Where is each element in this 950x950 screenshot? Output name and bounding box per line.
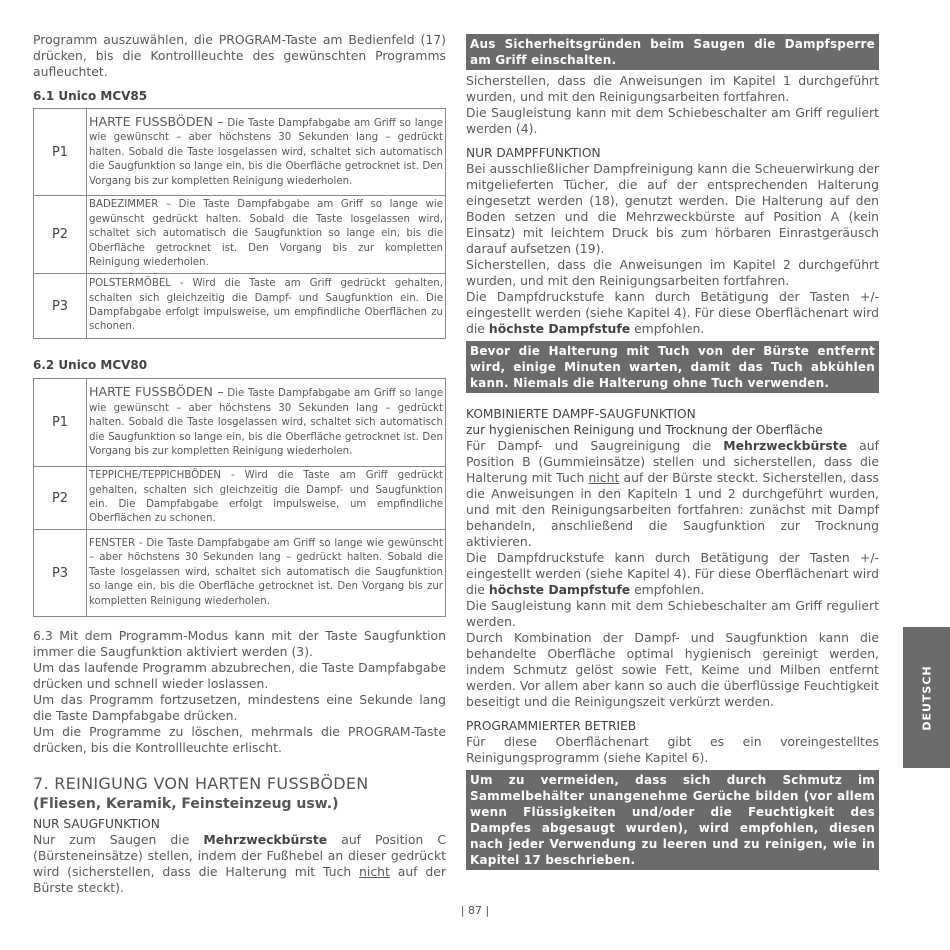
kombinierte-funktion-subtitle: zur hygienischen Reinigung und Trocknung der Oberfläche	[466, 423, 823, 437]
program-table-mcv80	[33, 378, 446, 617]
continue-program-paragraph: Um das Programm fortzusetzen, mindestens eine Sekunde lang die Taste Dampfabgabe drücken.	[33, 692, 446, 723]
section-6-1-title: 6.1 Unico MCV85	[33, 89, 148, 103]
table-row	[34, 530, 446, 617]
table-row	[34, 274, 446, 339]
chapter-7-subtitle: (Fliesen, Keramik, Feinsteinzeug usw.)	[33, 796, 339, 812]
maintenance-note-box: Um zu vermeiden, dass sich durch Schmutz im Sammelbehälter unangenehme Gerüche bilden (vor allem wenn Flüssigkeiten und/oder die Feuchtigkeit des Dampfes abgesaugt wurden), wird empfohlen, diesen nach jeder Verwendung zu leeren und zu reinigen, wie in Kapitel 17 beschrieben.	[466, 770, 879, 870]
program-description: FENSTER - Die Taste Dampfabgabe am Griff so lange wie gewünscht – aber höchstens 30 Sekunden lang – gedrückt halten. Sobald die Taste losgelassen wird, schaltet sich automatisch die Saugfunktion so lange ein, bis die Oberfläche getrocknet ist. Den Vorgang bis zur kompletten Reinigung wiederholen.	[87, 530, 446, 617]
section-6-2-title: 6.2 Unico MCV80	[33, 358, 148, 372]
nur-saugfunktion-paragraph: Nur zum Saugen die Mehrzweckbürste auf Position C (Bürsteneinsätze) stellen, indem der Fußhebel an dieser gedrückt wird (sicherstellen, dass die Halterung mit Tuch nicht auf der Bürste steckt).	[33, 832, 446, 895]
paragraph: Die Saugleistung kann mit dem Schiebeschalter am Griff reguliert werden (4).	[466, 105, 879, 136]
table-row	[34, 379, 446, 467]
program-code: P1	[34, 379, 87, 467]
table-row	[34, 109, 446, 196]
page-number: | 87 |	[460, 904, 490, 917]
paragraph: Für diese Oberflächenart gibt es ein voreingestelltes Reinigungsprogramm (siehe Kapitel 6).	[466, 734, 879, 765]
program-description: BADEZIMMER – Die Taste Dampfabgabe am Griff so lange wie gewünscht gedrückt halten. Sobald die Taste losgelassen wird, schaltet sich automatisch die Saugfunktion so lange ein, bis die Oberfläche getrocknet ist. Den Vorgang bis zur kompletten Reinigung wiederholen.	[87, 196, 446, 274]
program-description: POLSTERMÖBEL - Wird die Taste am Griff gedrückt gehalten, schalten sich gleichzeitig die Dampf- und Saugfunktion ein. Die Dampfabgabe erfolgt impulsweise, um empfindliche Oberflächen zu schonen.	[87, 274, 446, 339]
kombinierte-funktion-title: KOMBINIERTE DAMPF-SAUGFUNKTION	[466, 407, 696, 421]
paragraph: Die Dampfdruckstufe kann durch Betätigung der Tasten +/- eingestellt werden (siehe Kapitel 4). Für diese Oberflächenart wird die höchste Dampfstufe empfohlen.	[466, 289, 879, 336]
paragraph: Die Saugleistung kann mit dem Schiebeschalter am Griff reguliert werden.	[466, 598, 879, 629]
program-table-mcv85	[33, 108, 446, 339]
paragraph: Sicherstellen, dass die Anweisungen im Kapitel 2 durchgeführt wurden, und mit den Reinigungsarbeiten fortfahren.	[466, 257, 879, 288]
table-row	[34, 196, 446, 274]
program-code: P3	[34, 530, 87, 617]
program-code: P2	[34, 196, 87, 274]
language-side-tab: DEUTSCH	[903, 627, 950, 768]
right-column	[466, 0, 879, 870]
paragraph: Sicherstellen, dass die Anweisungen im Kapitel 1 durchgeführt wurden, und mit den Reinigungsarbeiten fortfahren.	[466, 73, 879, 104]
delete-program-paragraph: Um die Programme zu löschen, mehrmals die PROGRAM-Taste drücken, bis die Kontrollleuchte erlischt.	[33, 724, 446, 755]
warning-box: Bevor die Halterung mit Tuch von der Bürste entfernt wird, einige Minuten warten, damit das Tuch abkühlen kann. Niemals die Halterung ohne Tuch verwenden.	[466, 341, 879, 393]
paragraph: Die Dampfdruckstufe kann durch Betätigung der Tasten +/- eingestellt werden (siehe Kapitel 4). Für diese Oberflächenart wird die höchste Dampfstufe empfohlen.	[466, 550, 879, 597]
paragraph: Für Dampf- und Saugreinigung die Mehrzweckbürste auf Position B (Gummieinsätze) stellen und sicherstellen, dass die Halterung mit Tuch nicht auf der Bürste steckt. Sicherstellen, dass die Anweisungen in den Kapiteln 1 und 2 durchgeführt wurden, und mit den Reinigungsarbeiten fortfahren: zunächst mit Dampf behandeln, anschließend die Saugfunktion zur Trocknung aktivieren.	[466, 438, 879, 549]
programmierter-betrieb-title: PROGRAMMIERTER BETRIEB	[466, 719, 637, 733]
table-row	[34, 467, 446, 530]
nur-saugfunktion-title: NUR SAUGFUNKTION	[33, 817, 160, 831]
paragraph: Bei ausschließlicher Dampfreinigung kann die Scheuerwirkung der mitgelieferten Tücher, die auf der entsprechenden Halterung eingesetzt werden (18), genutzt werden. Die Halterung auf den Boden setzen und die Mehrzweckbürste auf Position A (kein Einsatz) mit leichtem Druck bis zum hörbaren Einrastgeräusch darauf aufsetzen (19).	[466, 161, 879, 256]
program-description: HARTE FUSSBÖDEN – Die Taste Dampfabgabe am Griff so lange wie gewünscht – aber höchstens 30 Sekunden lang – gedrückt halten. Sobald die Taste losgelassen wird, schaltet sich automatisch die Saugfunktion so lange ein, bis die Oberfläche getrocknet ist. Den Vorgang bis zur kompletten Reinigung wiederholen.	[87, 109, 446, 196]
paragraph: Durch Kombination der Dampf- und Saugfunktion kann die behandelte Oberfläche optimal hygienisch gereinigt werden, indem Schmutz gelöst sowie Fett, Keime und Milben entfernt werden. Vor allem aber kann so auch die überflüssige Feuchtigkeit beseitigt und die Reinigungszeit verkürzt werden.	[466, 630, 879, 709]
program-code: P1	[34, 109, 87, 196]
program-code: P3	[34, 274, 87, 339]
chapter-7-title: 7. REINIGUNG VON HARTEN FUSSBÖDEN	[33, 774, 369, 793]
abort-program-paragraph: Um das laufende Programm abzubrechen, die Taste Dampfabgabe drücken und schnell wieder loslassen.	[33, 660, 446, 691]
program-description: TEPPICHE/TEPPICHBÖDEN - Wird die Taste am Griff gedrückt gehalten, schalten sich gleichzeitig die Dampf- und Saugfunktion ein. Die Dampfabgabe erfolgt impulsweise, um empfindliche Oberflächen zu schonen.	[87, 467, 446, 530]
nur-dampffunktion-title: NUR DAMPFFUNKTION	[466, 146, 601, 160]
intro-paragraph: Programm auszuwählen, die PROGRAM-Taste am Bedienfeld (17) drücken, bis die Kontrollleuchte des gewünschten Programms aufleuchtet.	[33, 32, 446, 79]
section-6-3-paragraph: 6.3 Mit dem Programm-Modus kann mit der Taste Saugfunktion immer die Saugfunktion aktiviert werden (3).	[33, 628, 446, 659]
program-description: HARTE FUSSBÖDEN – Die Taste Dampfabgabe am Griff so lange wie gewünscht – aber höchstens 30 Sekunden lang – gedrückt halten. Sobald die Taste losgelassen wird, schaltet sich automatisch die Saugfunktion so lange ein, bis die Oberfläche getrocknet ist. Den Vorgang bis zur kompletten Reinigung wiederholen.	[87, 379, 446, 467]
left-column	[33, 0, 446, 896]
safety-note-box: Aus Sicherheitsgründen beim Saugen die Dampfsperre am Griff einschalten.	[466, 34, 879, 70]
program-code: P2	[34, 467, 87, 530]
